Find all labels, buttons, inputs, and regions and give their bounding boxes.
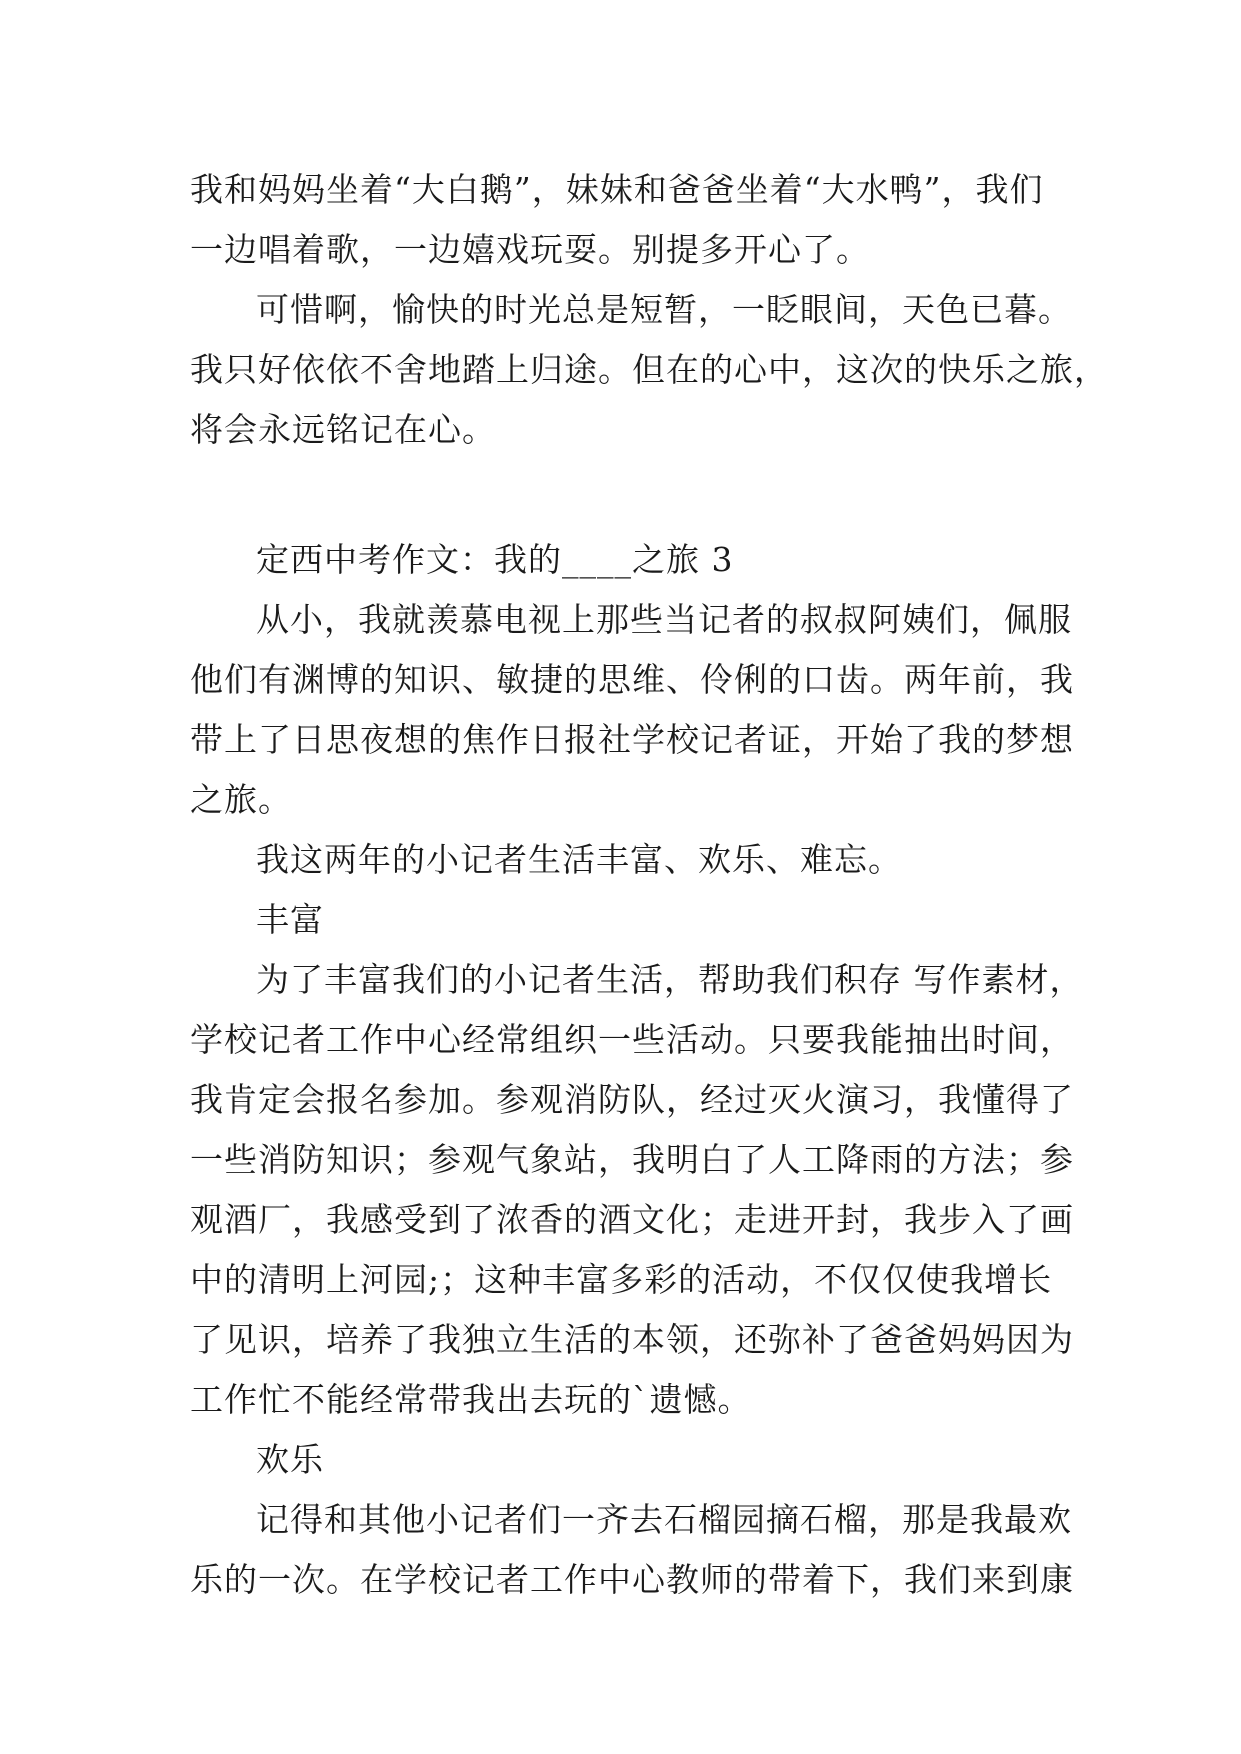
text-line: 一边唱着歌，一边嬉戏玩耍。别提多开心了。 xyxy=(190,230,870,269)
paragraph-3 xyxy=(190,590,1074,830)
text-line: 我这两年的小记者生活丰富、欢乐、难忘。 xyxy=(256,840,902,879)
paragraph-4 xyxy=(190,830,1070,890)
subheading-rich: 丰富 xyxy=(256,900,324,939)
text-line: 乐的一次。在学校记者工作中心教师的带着下，我们来到康 xyxy=(190,1560,1074,1599)
text-line: 工作忙不能经常带我出去玩的`遗憾。 xyxy=(190,1380,752,1419)
section-gap xyxy=(190,460,1070,530)
text-line: 可惜啊，愉快的时光总是短暂，一眨眼间，天色已暮。 xyxy=(256,290,1072,329)
text-line: 中的清明上河园;；这种丰富多彩的活动，不仅仅使我增长 xyxy=(190,1260,1053,1299)
text-line: 从小，我就羡慕电视上那些当记者的叔叔阿姨们，佩服 xyxy=(256,600,1072,639)
text-line: 我和妈妈坐着“大白鹅”，妹妹和爸爸坐着“大水鸭”，我们 xyxy=(190,170,1044,209)
text-line: 为了丰富我们的小记者生活，帮助我们积存 写作素材， xyxy=(256,960,1084,999)
section-heading: 定西中考作文：我的____之旅 3 xyxy=(256,540,734,579)
text-line: 将会永远铭记在心。 xyxy=(190,410,496,449)
paragraph-5 xyxy=(190,950,1084,1430)
text-line: 一些消防知识；参观气象站，我明白了人工降雨的方法；参 xyxy=(190,1140,1074,1179)
paragraph-6 xyxy=(190,1490,1074,1610)
text-line: 观酒厂，我感受到了浓香的酒文化；走进开封，我步入了画 xyxy=(190,1200,1074,1239)
subheading-joy: 欢乐 xyxy=(256,1440,324,1479)
text-line: 我肯定会报名参加。参观消防队，经过灭火演习，我懂得了 xyxy=(190,1080,1074,1119)
text-line: 他们有渊博的知识、敏捷的思维、伶俐的口齿。两年前，我 xyxy=(190,660,1074,699)
paragraph-1 xyxy=(190,160,1070,280)
document-page xyxy=(190,160,1108,1610)
text-line: 之旅。 xyxy=(190,780,292,819)
text-line: 了见识，培养了我独立生活的本领，还弥补了爸爸妈妈因为 xyxy=(190,1320,1074,1359)
text-line: 记得和其他小记者们一齐去石榴园摘石榴，那是我最欢 xyxy=(256,1500,1072,1539)
text-line: 我只好依依不舍地踏上归途。但在的心中，这次的快乐之旅， xyxy=(190,350,1108,389)
paragraph-2 xyxy=(190,280,1108,460)
text-line: 学校记者工作中心经常组织一些活动。只要我能抽出时间， xyxy=(190,1020,1074,1059)
text-line: 带上了日思夜想的焦作日报社学校记者证，开始了我的梦想 xyxy=(190,720,1074,759)
